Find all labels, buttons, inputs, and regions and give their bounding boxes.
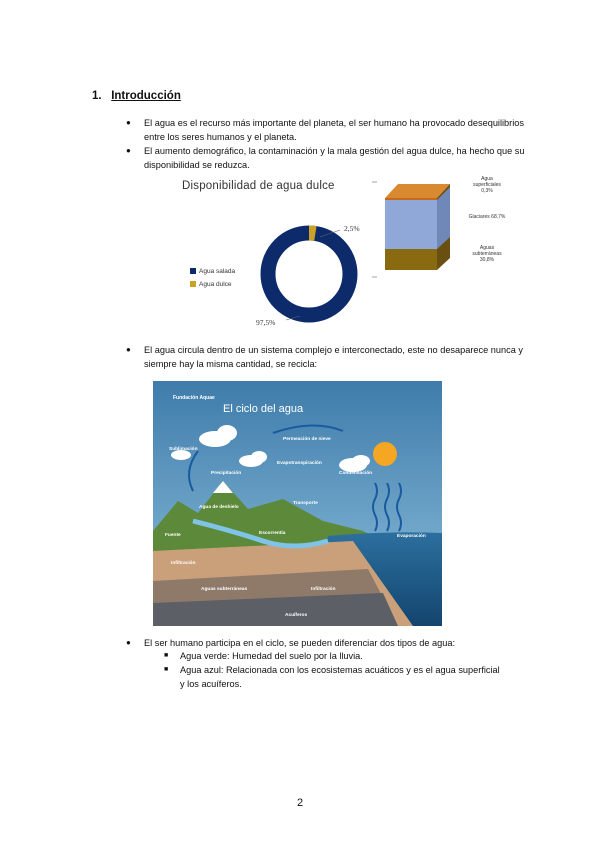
legend-item-salt: [190, 268, 235, 275]
cycle-label: Evapotranspiración: [277, 461, 322, 466]
bullet-item: [126, 343, 526, 371]
legend-swatch: [190, 281, 196, 287]
cycle-label: Fuente: [165, 533, 181, 538]
cycle-label: Aguas subterráneas: [201, 587, 248, 592]
stacked-cube: [385, 184, 450, 270]
cube-segment-groundwater: [385, 249, 437, 270]
bullet-item: [126, 636, 526, 650]
cycle-title: El ciclo del agua: [223, 403, 304, 415]
cycle-label: Acuíferos: [285, 613, 308, 618]
donut-slice-salt: [268, 233, 350, 315]
cycle-label: Permeación de nieve: [283, 437, 331, 442]
cycle-label: Transporte: [293, 501, 318, 506]
sun-icon: [373, 442, 397, 466]
chart-svg: [182, 170, 512, 330]
sub-bullet-icon: ■: [164, 666, 169, 673]
cycle-label: Evaporación: [397, 534, 426, 539]
section-title: Introducción: [111, 90, 181, 102]
legend-label: Agua dulce: [199, 281, 232, 288]
bullet-icon: ●: [126, 638, 131, 647]
bullet-icon: ●: [126, 146, 131, 155]
cycle-label: Precipitación: [211, 471, 242, 476]
sub-bullet-item: [164, 649, 504, 663]
sub-bullet-text: Agua azul: Relacionada con los ecosistemas acuáticos y es el agua superficial y los acuíferos.: [180, 665, 500, 689]
bullet-text: El agua circula dentro de un sistema complejo e interconectado, este no desaparece nunca y siempre hay la misma cantidad, se recicla:: [144, 345, 523, 369]
data-label-fresh: 2,5%: [344, 224, 360, 233]
legend-swatch: [190, 268, 196, 274]
cube-segment-surface: [385, 198, 437, 200]
bullet-item: [126, 116, 526, 144]
sub-bullet-icon: ■: [164, 652, 169, 659]
bullet-text: El agua es el recurso más importante del planeta, el ser humano ha provocado desequilibrios entre los seres humanos y el planeta.: [144, 118, 524, 142]
section-number: 1.: [92, 90, 102, 102]
cube-label-groundwater: Aguas subterráneas 30,8%: [472, 245, 502, 263]
chart-title: Disponibilidad de agua dulce: [182, 180, 335, 192]
section-heading: [92, 90, 181, 102]
freshwater-chart: [182, 170, 512, 330]
legend-label: Agua salada: [199, 268, 236, 275]
cycle-label: Condensación: [339, 471, 373, 476]
cube-segment-glaciers: [385, 200, 437, 249]
cycle-label: Escorrentía: [259, 531, 286, 536]
cycle-label: Infiltración: [171, 561, 196, 566]
sub-bullet-item: [164, 663, 504, 691]
cycle-label: Infiltración: [311, 587, 336, 592]
bullet-icon: ●: [126, 345, 131, 354]
data-label-salt: 97,5%: [256, 318, 276, 327]
bullet-text: El aumento demográfico, la contaminación y la mala gestión del agua dulce, ha hecho que su disponibilidad se reduzca.: [144, 146, 525, 170]
legend-item-fresh: [190, 281, 232, 288]
cube-label-glaciers: Glaciares 68,7%: [468, 214, 506, 220]
bullet-text: El ser humano participa en el ciclo, se pueden diferenciar dos tipos de agua:: [144, 638, 456, 648]
sub-bullet-text: Agua verde: Humedad del suelo por la lluvia.: [180, 651, 363, 661]
cycle-label: Sublimación: [169, 447, 198, 452]
bullet-item: [126, 144, 526, 172]
cube-label-surface: Agua superficiales 0,3%: [473, 176, 501, 194]
page-number: 2: [296, 797, 304, 809]
water-cycle-illustration: [153, 381, 442, 626]
bullet-icon: ●: [126, 118, 131, 127]
brand-label: Fundación Aquae: [173, 395, 215, 401]
cycle-label: Agua de deshielo: [199, 505, 239, 510]
